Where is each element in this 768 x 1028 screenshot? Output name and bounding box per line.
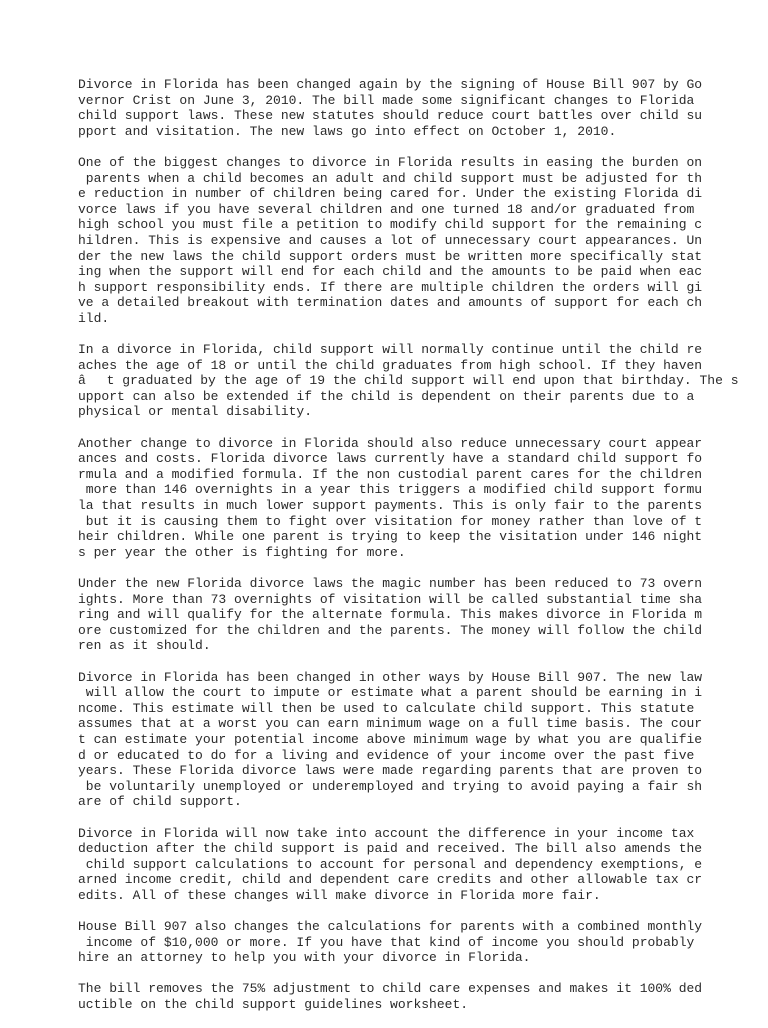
text-line: t can estimate your potential income above minimum wage by what you are qualifie <box>78 731 703 747</box>
text-line: ances and costs. Florida divorce laws currently have a standard child support fo <box>78 451 703 467</box>
text-line: years. These Florida divorce laws were made regarding parents that are proven to <box>78 763 703 779</box>
text-line: heir children. While one parent is trying to keep the visitation under 146 night <box>78 529 703 545</box>
text-line: child support calculations to account for personal and dependency exemptions, e <box>78 856 703 872</box>
text-line: ncome. This estimate will then be used to calculate child support. This statute <box>78 700 695 716</box>
text-line: parents when a child becomes an adult and child support must be adjusted for th <box>78 170 703 186</box>
text-line: arned income credit, child and dependent care credits and other allowable tax cr <box>78 872 703 888</box>
text-line: hire an attorney to help you with your divorce in Florida. <box>78 950 531 966</box>
text-line: aches the age of 18 or until the child graduates from high school. If they haven <box>78 357 703 373</box>
text-line: Under the new Florida divorce laws the magic number has been reduced to 73 overn <box>78 576 703 591</box>
text-line: pport and visitation. The new laws go into effect on October 1, 2010. <box>78 123 617 139</box>
text-line: Divorce in Florida will now take into account the difference in your income tax <box>78 825 695 841</box>
text-line: upport can also be extended if the child is dependent on their parents due to a <box>78 388 695 404</box>
text-line: deduction after the child support is paid and received. The bill also amends the <box>78 841 703 857</box>
text-line: ren as it should. <box>78 638 211 654</box>
text-line: Divorce in Florida has been changed again by the signing of House Bill 907 by Go <box>78 77 703 92</box>
text-line: la that results in much lower support payments. This is only fair to the parents <box>78 498 703 514</box>
paragraph <box>78 576 758 654</box>
text-line: be voluntarily unemployed or underemployed and trying to avoid paying a fair sh <box>78 778 703 794</box>
text-line: d or educated to do for a living and evidence of your income over the past five <box>78 747 695 763</box>
paragraph <box>78 77 758 139</box>
text-line: assumes that at a worst you can earn minimum wage on a full time basis. The cour <box>78 716 703 732</box>
paragraph <box>78 436 758 561</box>
paragraph <box>78 826 758 904</box>
text-line: In a divorce in Florida, child support will normally continue until the child re <box>78 342 703 358</box>
text-line: physical or mental disability. <box>78 404 313 420</box>
text-line: One of the biggest changes to divorce in Florida results in easing the burden on <box>78 154 703 170</box>
text-line: House Bill 907 also changes the calculations for parents with a combined monthly <box>78 919 703 935</box>
paragraph <box>78 670 758 810</box>
text-line: Another change to divorce in Florida should also reduce unnecessary court appear <box>78 435 703 451</box>
document-body <box>78 77 758 1028</box>
text-line: ât graduated by the age of 19 the child support will end upon that birthday. The s <box>78 373 739 389</box>
text-line: ing when the support will end for each child and the amounts to be paid when eac <box>78 264 703 280</box>
text-line: ve a detailed breakout with termination dates and amounts of support for each ch <box>78 295 703 311</box>
text-line: more than 146 overnights in a year this triggers a modified child support formu <box>78 482 703 498</box>
text-line: ights. More than 73 overnights of visitation will be called substantial time sha <box>78 591 703 607</box>
text-line: vorce laws if you have several children and one turned 18 and/or graduated from <box>78 201 695 217</box>
text-line: rmula and a modified formula. If the non custodial parent cares for the children <box>78 466 703 482</box>
text-line: der the new laws the child support orders must be written more specifically stat <box>78 248 703 264</box>
text-line: are of child support. <box>78 794 242 810</box>
text-line: h support responsibility ends. If there are multiple children the orders will gi <box>78 279 703 295</box>
text-line: ore customized for the children and the parents. The money will follow the child <box>78 622 703 638</box>
paragraph <box>78 155 758 327</box>
text-line: vernor Crist on June 3, 2010. The bill made some significant changes to Florida <box>78 92 695 108</box>
text-line: The bill removes the 75% adjustment to child care expenses and makes it 100% ded <box>78 981 703 997</box>
text-line: Divorce in Florida has been changed in other ways by House Bill 907. The new law <box>78 669 703 685</box>
text-line: hildren. This is expensive and causes a lot of unnecessary court appearances. Un <box>78 232 703 248</box>
text-line: income of $10,000 or more. If you have that kind of income you should probably <box>78 934 695 950</box>
text-line: ild. <box>78 310 110 326</box>
text-line: ring and will qualify for the alternate formula. This makes divorce in Florida m <box>78 607 703 623</box>
text-line: e reduction in number of children being cared for. Under the existing Florida di <box>78 186 703 202</box>
text-line: will allow the court to impute or estimate what a parent should be earning in i <box>78 685 703 701</box>
paragraph <box>78 919 758 966</box>
text-line: uctible on the child support guidelines worksheet. <box>78 997 469 1013</box>
paragraph <box>78 981 758 1012</box>
text-line: edits. All of these changes will make divorce in Florida more fair. <box>78 887 601 903</box>
text-line: s per year the other is fighting for more. <box>78 544 406 560</box>
paragraph <box>78 342 758 420</box>
text-line: but it is causing them to fight over visitation for money rather than love of t <box>78 513 703 529</box>
text-line: high school you must file a petition to modify child support for the remaining c <box>78 217 703 233</box>
text-line: child support laws. These new statutes should reduce court battles over child su <box>78 108 703 124</box>
